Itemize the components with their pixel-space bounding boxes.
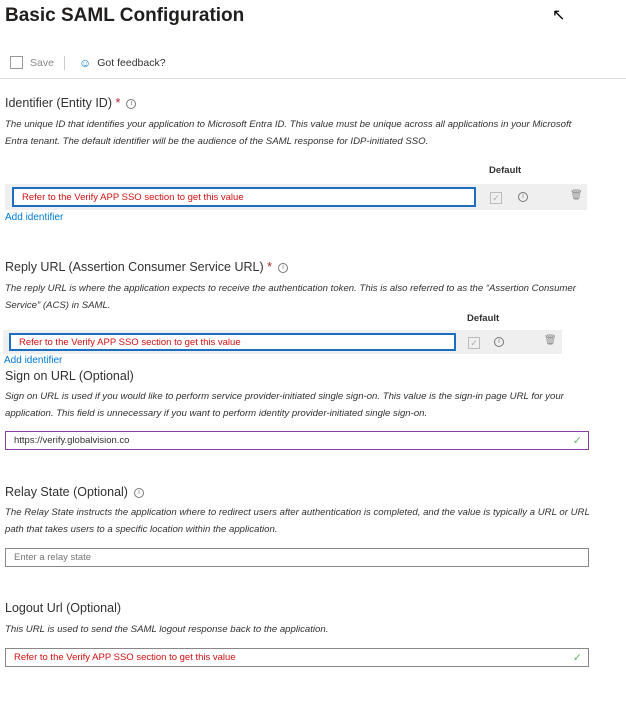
mouse-cursor-icon: ↖: [552, 7, 566, 24]
relay-state-label: [5, 485, 144, 499]
default-checkbox[interactable]: ✓: [490, 192, 502, 204]
info-icon[interactable]: i: [134, 488, 144, 498]
trash-icon[interactable]: 🗑: [544, 335, 557, 346]
logout-url-value: Refer to the Verify APP SSO section to get this value: [14, 652, 236, 663]
sign-on-url-input[interactable]: [5, 431, 589, 450]
info-icon[interactable]: i: [126, 99, 136, 109]
identifier-label: [5, 96, 136, 110]
save-button[interactable]: [10, 56, 54, 69]
relay-state-description: The Relay State instructs the application where to redirect users after authentication is completed, and the value is typically a URL or URL path that takes users to a specific location within the application.: [5, 507, 590, 535]
identifier-input[interactable]: [12, 187, 476, 207]
sign-on-url-value: https://verify.globalvision.co: [14, 435, 130, 446]
sign-on-url-description: Sign on URL is used if you would like to perform service provider-initiated single sign-on. This value is the sign-in page URL for your application. This field is unnecessary if you want to perform identity provider-initiated single sign-on.: [5, 391, 564, 419]
logout-url-description: This URL is used to send the SAML logout response back to the application.: [5, 624, 329, 635]
info-icon[interactable]: i: [278, 263, 288, 273]
identifier-description: The unique ID that identifies your application to Microsoft Entra ID. This value must be unique across all applications in your Microsoft Entra tenant. The default identifier will be the audience of the SAML response for IDP-initiated SSO.: [5, 119, 572, 147]
save-label: Save: [30, 56, 54, 69]
reply-url-input[interactable]: [9, 333, 456, 351]
identifier-value: Refer to the Verify APP SSO section to get this value: [22, 191, 244, 203]
info-icon[interactable]: i: [494, 337, 504, 347]
toolbar-divider: [64, 56, 65, 70]
feedback-button[interactable]: [79, 56, 166, 70]
sign-on-url-label: Sign on URL (Optional): [5, 369, 134, 383]
default-header: Default: [467, 313, 500, 324]
reply-url-label: [5, 260, 288, 274]
logout-url-input[interactable]: [5, 648, 589, 667]
feedback-label: Got feedback?: [97, 57, 166, 69]
reply-url-description: The reply URL is where the application expects to receive the authentication token. This is also referred to as the “Assertion Consumer Service” (ACS) in SAML.: [5, 283, 576, 311]
valid-check-icon: ✓: [572, 435, 582, 447]
save-icon: [10, 56, 23, 69]
required-marker: *: [115, 96, 121, 110]
page-title: Basic SAML Configuration: [5, 5, 245, 26]
identifier-label-text: Identifier (Entity ID): [5, 96, 112, 110]
feedback-icon: ☺: [79, 56, 92, 70]
required-marker: *: [267, 260, 273, 274]
relay-state-input[interactable]: [5, 548, 589, 567]
default-checkbox[interactable]: ✓: [468, 337, 480, 349]
toolbar-divider-line: [0, 78, 626, 79]
valid-check-icon: ✓: [572, 652, 582, 664]
add-identifier-link[interactable]: Add identifier: [5, 212, 64, 223]
trash-icon[interactable]: 🗑: [570, 190, 583, 201]
reply-url-value: Refer to the Verify APP SSO section to get this value: [19, 336, 241, 348]
relay-state-label-text: Relay State (Optional): [5, 485, 128, 499]
reply-url-label-text: Reply URL (Assertion Consumer Service URL): [5, 260, 264, 274]
logout-url-label: Logout Url (Optional): [5, 601, 122, 615]
info-icon[interactable]: i: [518, 192, 528, 202]
default-header: Default: [489, 165, 522, 176]
add-reply-url-link[interactable]: Add identifier: [4, 355, 63, 366]
